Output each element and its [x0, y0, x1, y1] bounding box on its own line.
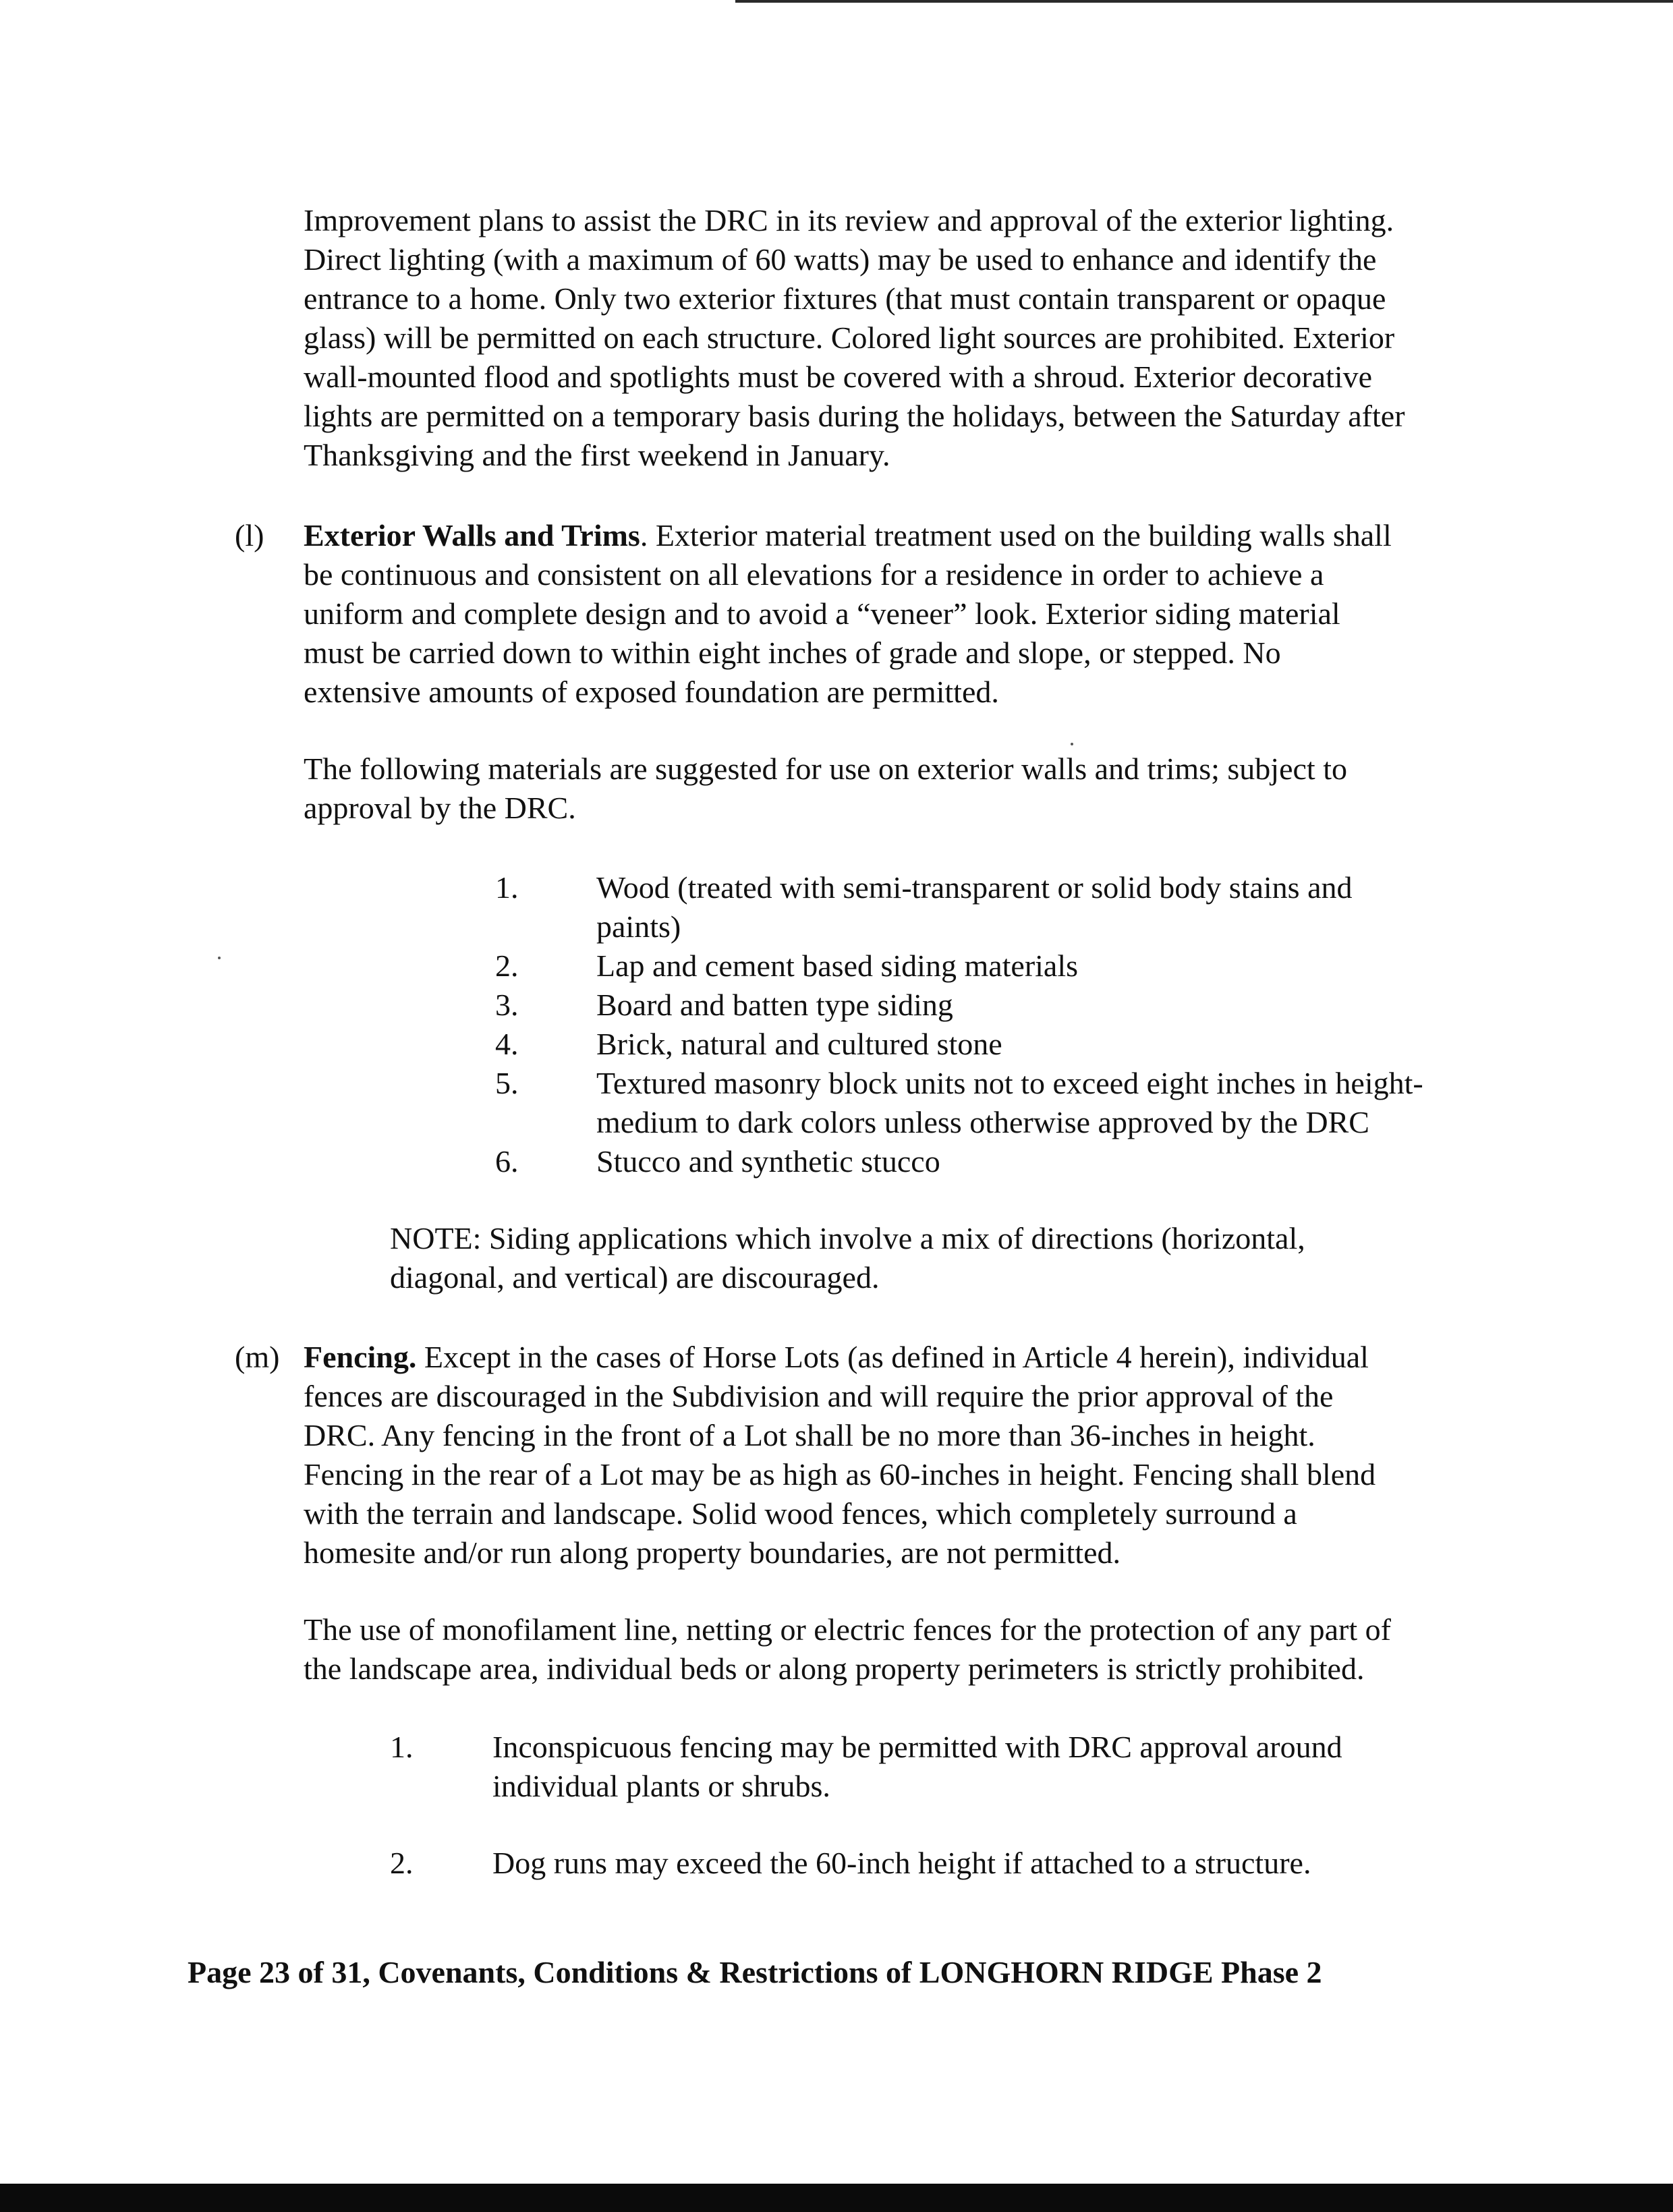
list-item-text: Wood (treated with semi-transparent or solid body stains and — [596, 870, 1353, 905]
section-l-materials-intro — [304, 749, 1347, 828]
list-item — [492, 1844, 1311, 1883]
list-item-number: 2. — [390, 1846, 414, 1880]
section-m-heading: Fencing. — [304, 1340, 417, 1374]
list-item-text: individual plants or shrubs. — [492, 1769, 830, 1803]
text-line: extensive amounts of exposed foundation are permitted. — [304, 675, 999, 709]
section-l-first-line-text: . Exterior material treatment used on the building walls shall — [640, 518, 1392, 552]
scan-top-edge — [735, 0, 1673, 3]
list-item-text: Brick, natural and cultured stone — [596, 1027, 1002, 1061]
list-item-number: 1. — [495, 870, 519, 905]
text-line: fences are discouraged in the Subdivision and will require the prior approval of the — [304, 1379, 1334, 1413]
text-line: glass) will be permitted on each structure. Colored light sources are prohibited. Exterior — [304, 320, 1395, 355]
list-item-text: medium to dark colors unless otherwise approved by the DRC — [596, 1105, 1369, 1139]
text-line: The following materials are suggested for use on exterior walls and trims; subject to — [304, 751, 1347, 786]
list-item — [492, 1728, 1342, 1806]
text-line: must be carried down to within eight inches of grade and slope, or stepped. No — [304, 635, 1281, 670]
list-item-number: 3. — [495, 988, 519, 1022]
section-l-first-line — [304, 516, 1392, 555]
text-line: lights are permitted on a temporary basis during the holidays, between the Saturday after — [304, 399, 1405, 433]
list-item-number: 5. — [495, 1066, 519, 1100]
scan-speck — [1071, 743, 1073, 745]
list-item-number: 6. — [495, 1144, 519, 1179]
section-m-prohibition — [304, 1610, 1391, 1689]
text-line: Direct lighting (with a maximum of 60 watts) may be used to enhance and identify the — [304, 242, 1377, 277]
text-line: DRC. Any fencing in the front of a Lot shall be no more than 36-inches in height. — [304, 1418, 1315, 1452]
section-l-paragraph — [304, 516, 1392, 712]
text-line: Improvement plans to assist the DRC in its review and approval of the exterior lighting. — [304, 203, 1394, 237]
text-line: approval by the DRC. — [304, 791, 576, 825]
list-item-text: Inconspicuous fencing may be permitted with DRC approval around — [492, 1730, 1342, 1764]
text-line: wall-mounted flood and spotlights must be covered with a shroud. Exterior decorative — [304, 360, 1373, 394]
list-item-number: 4. — [495, 1027, 519, 1061]
text-line: uniform and complete design and to avoid a “veneer” look. Exterior siding material — [304, 596, 1340, 631]
text-line: with the terrain and landscape. Solid wood fences, which completely surround a — [304, 1496, 1297, 1531]
intro-paragraph — [304, 201, 1405, 475]
text-line: The use of monofilament line, netting or electric fences for the protection of any part of — [304, 1612, 1391, 1647]
section-m-first-line-text: Except in the cases of Horse Lots (as defined in Article 4 herein), individual — [416, 1340, 1369, 1374]
text-line: homesite and/or run along property boundaries, are not permitted. — [304, 1535, 1121, 1570]
section-l-heading: Exterior Walls and Trims — [304, 518, 640, 552]
list-item-text: Textured masonry block units not to exceed eight inches in height- — [596, 1066, 1423, 1100]
list-item-number: 2. — [495, 948, 519, 983]
text-line: diagonal, and vertical) are discouraged. — [390, 1260, 880, 1295]
list-item — [596, 868, 1353, 946]
list-item — [596, 946, 1078, 986]
list-item-number: 1. — [390, 1730, 414, 1764]
scan-bottom-edge — [0, 2184, 1673, 2212]
section-l-note — [390, 1219, 1305, 1297]
text-line: Fencing in the rear of a Lot may be as high as 60-inches in height. Fencing shall blend — [304, 1457, 1376, 1492]
scan-speck — [218, 957, 221, 959]
section-m-paragraph — [304, 1338, 1376, 1572]
section-m-marker: (m) — [235, 1340, 280, 1374]
text-line: NOTE: Siding applications which involve a mix of directions (horizontal, — [390, 1221, 1305, 1255]
list-item-text: paints) — [596, 909, 681, 944]
list-item-text: Lap and cement based siding materials — [596, 948, 1079, 983]
text-line: Thanksgiving and the first weekend in January. — [304, 438, 890, 472]
list-item — [596, 1064, 1423, 1142]
list-item — [596, 1025, 1002, 1064]
list-item-text: Stucco and synthetic stucco — [596, 1144, 940, 1179]
list-item-text: Board and batten type siding — [596, 988, 953, 1022]
list-item — [596, 1142, 940, 1181]
list-item-text: Dog runs may exceed the 60-inch height if attached to a structure. — [492, 1846, 1311, 1880]
list-item — [596, 986, 953, 1025]
section-m-first-line — [304, 1338, 1376, 1377]
text-line: the landscape area, individual beds or along property perimeters is strictly prohibited. — [304, 1651, 1365, 1686]
section-l-marker: (l) — [235, 518, 264, 552]
page-footer: Page 23 of 31, Covenants, Conditions & Restrictions of LONGHORN RIDGE Phase 2 — [188, 1955, 1322, 1989]
text-line: entrance to a home. Only two exterior fixtures (that must contain transparent or opaque — [304, 281, 1386, 316]
text-line: be continuous and consistent on all elevations for a residence in order to achieve a — [304, 557, 1324, 592]
